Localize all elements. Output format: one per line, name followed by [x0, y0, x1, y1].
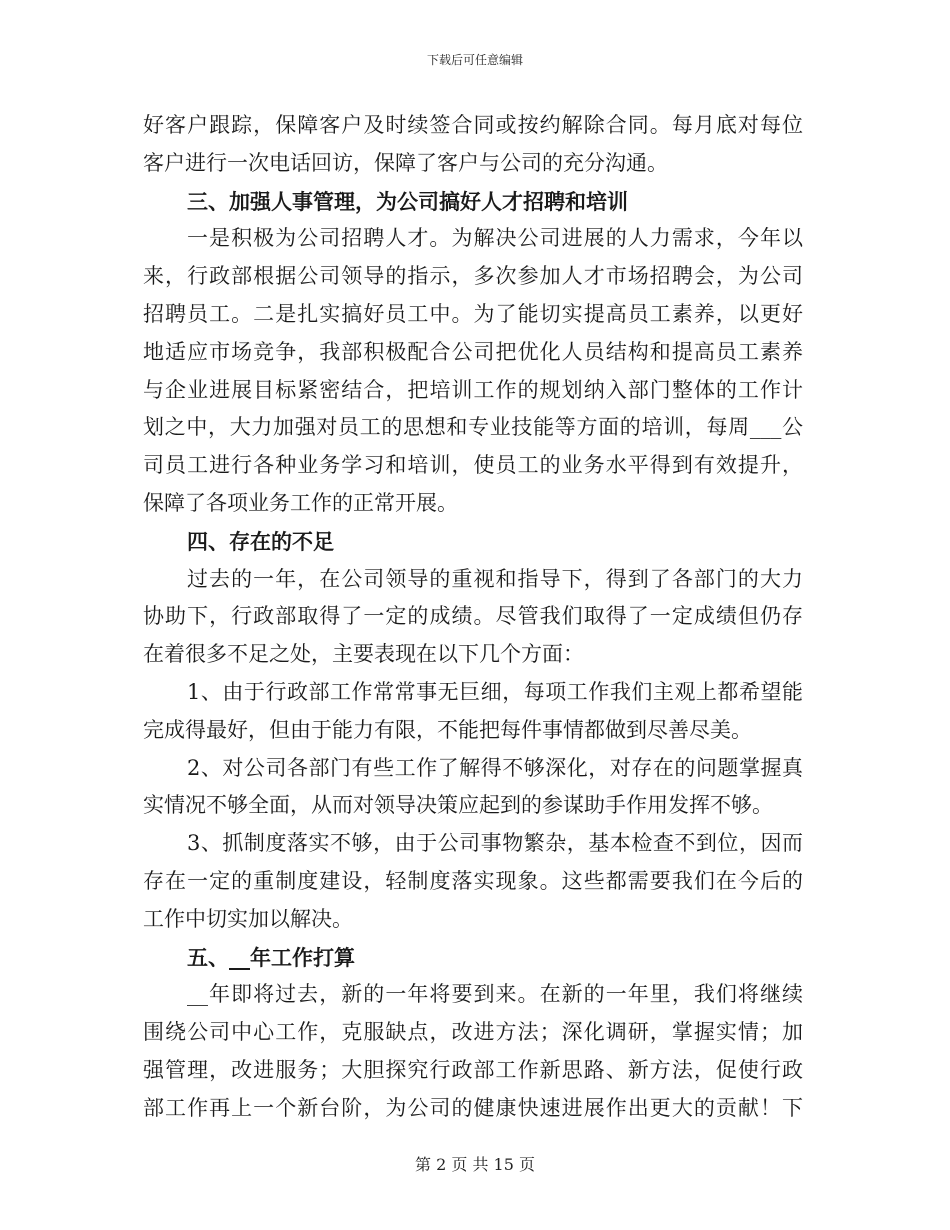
- paragraph-line: 客户进行一次电话回访，保障了客户与公司的充分沟通。: [143, 150, 668, 175]
- paragraph-line: 3、抓制度落实不够，由于公司事物繁杂，基本检查不到位，因而: [187, 831, 803, 856]
- paragraph-line: 保障了各项业务工作的正常开展。: [143, 490, 458, 515]
- page-footer: 第 2 页 共 15 页: [415, 1155, 535, 1174]
- paragraph-line: 司员工进行各种业务学习和培训，使员工的业务水平得到有效提升，: [143, 453, 803, 478]
- paragraph-line: __年即将过去，新的一年将要到来。在新的一年里，我们将继续: [187, 982, 803, 1007]
- paragraph-line: 1、由于行政部工作常常事无巨细，每项工作我们主观上都希望能: [187, 679, 803, 704]
- paragraph-line: 完成得最好，但由于能力有限，不能把每件事情都做到尽善尽美。: [143, 717, 752, 742]
- paragraph-line: 与企业进展目标紧密结合，把培训工作的规划纳入部门整体的工作计: [143, 377, 803, 402]
- paragraph-line: 好客户跟踪，保障客户及时续签合同或按约解除合同。每月底对每位: [143, 113, 803, 137]
- paragraph-line: 部工作再上一个新台阶，为公司的健康快速进展作出更大的贡献！下: [143, 1095, 803, 1120]
- paragraph-line: 存在一定的重制度建设，轻制度落实现象。这些都需要我们在今后的: [143, 868, 803, 893]
- paragraph-line: 地适应市场竞争，我部积极配合公司把优化人员结构和提高员工素养: [143, 339, 803, 364]
- paragraph-line: 在着很多不足之处，主要表现在以下几个方面：: [143, 642, 584, 667]
- paragraph-line: 实情况不够全面，从而对领导决策应起到的参谋助手作用发挥不够。: [143, 793, 773, 818]
- document-body: [143, 107, 803, 1128]
- paragraph-line: 划之中，大力加强对员工的思想和专业技能等方面的培训，每周___公: [143, 415, 803, 440]
- paragraph-line: 一是积极为公司招聘人才。为解决公司进展的人力需求，今年以: [187, 226, 803, 251]
- paragraph-line: 2、对公司各部门有些工作了解得不够深化，对存在的问题掌握真: [187, 755, 803, 780]
- paragraph-line: 工作中切实加以解决。: [143, 906, 353, 931]
- paragraph-line: 招聘员工。二是扎实搞好员工中。为了能切实提高员工素养，以更好: [143, 301, 803, 326]
- paragraph-line: 围绕公司中心工作，克服缺点，改进方法；深化调研，掌握实情；加: [143, 1020, 803, 1045]
- paragraph-line: 过去的一年，在公司领导的重视和指导下，得到了各部门的大力: [187, 566, 803, 591]
- paragraph-line: 强管理，改进服务；大胆探究行政部工作新思路、新方法，促使行政: [143, 1057, 803, 1082]
- section-heading-4: 四、存在的不足: [187, 528, 334, 554]
- paragraph-line: 来，行政部根据公司领导的指示，多次参加人才市场招聘会，为公司: [143, 264, 803, 289]
- page-header: 下载后可任意编辑: [426, 53, 523, 67]
- paragraph-line: 协助下，行政部取得了一定的成绩。尽管我们取得了一定成绩但仍存: [143, 604, 803, 629]
- section-heading-5: 五、__年工作打算: [187, 944, 355, 970]
- section-heading-3: 三、加强人事管理，为公司搞好人才招聘和培训: [187, 188, 628, 214]
